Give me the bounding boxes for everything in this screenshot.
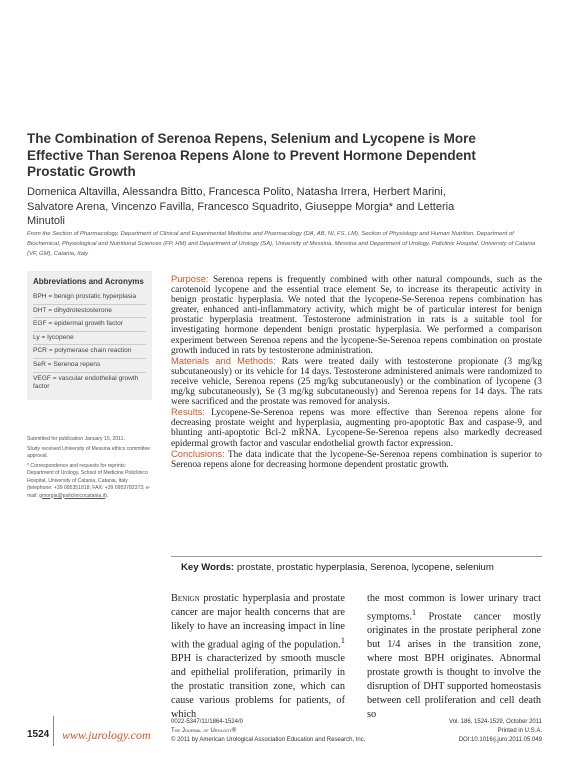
abbreviation-item: DHT = dihydrotestosterone	[33, 305, 146, 319]
body-text: the most common is lower urinary tract symptoms.	[367, 593, 541, 623]
reference-marker[interactable]: 1	[411, 606, 417, 617]
abbreviation-item: Ly = lycopene	[33, 332, 146, 346]
methods-text: Rats were treated daily with testosterone propionate (3 mg/kg subcutaneously) or its vehicle for 14 days. Testosterone administered animals were randomized to receive vehicle, Serenoa repens (25 mg/kg subcutaneously) or the combination of lycopene (3 mg/kg subcutaneously), Se (3 mg/kg subcutaneously) and Serenoa repens for 14 days. The rats were sacrificed and the prostate was removed for analysis.	[171, 356, 543, 408]
article-title: The Combination of Serenoa Repens, Selenium and Lycopene is More Effective Than Serenoa Repens Alone to Prevent Hormone Dependent Prostatic Growth	[27, 131, 476, 179]
conclusions-text: The data indicate that the lycopene-Se-Serenoa repens combination is superior to Serenoa repens alone for decreasing hormone dependent prostatic growth.	[171, 449, 542, 470]
abbreviation-item: PCR = polymerase chain reaction	[33, 345, 146, 359]
reference-marker[interactable]: 1	[340, 634, 345, 645]
keywords-text: prostate, prostatic hyperplasia, Serenoa, lycopene, selenium	[236, 562, 494, 573]
abbreviation-item: SeR = Serenoa repens	[33, 359, 146, 373]
copyright: © 2011 by American Urological Association Education and Research, Inc.	[171, 737, 366, 743]
results-label: Results:	[171, 406, 205, 418]
results-text: Lycopene-Se-Serenoa repens was more effective than Serenoa repens alone for decreasing prostate weight and hyperplasia, augmenting pro-apoptotic Bax and caspase-9, and blunting anti-apoptotic Bcl-2 mRNA. Lycopene-Se-Serenoa repens also markedly decreased epidermal growth factor and vascular endothelial growth factor expression.	[171, 408, 543, 449]
article-notes	[27, 436, 151, 502]
abstract-purpose	[171, 274, 542, 356]
footer-left	[171, 718, 365, 745]
abbreviation-item: VEGF = vascular endothelial growth factor	[33, 374, 139, 391]
doi: DOI:10.1016/j.juro.2011.05.049	[458, 737, 542, 743]
body-column-1	[171, 592, 345, 722]
abstract-conclusions	[171, 449, 542, 470]
abbreviations-box	[27, 271, 152, 400]
purpose-label: Purpose:	[171, 273, 209, 284]
body-text: prostatic hyperplasia and prostate cancer are major health concerns that are likely to have an increasing impact in line with the gradual aging of the population.	[171, 593, 345, 651]
body-text: Prostate cancer mostly originates in the prostate peripheral zone but 1/4 arises in the transition zone, where most BPH originates. Abnormal prostate growth is thought to involve the disruption of DHT supported homeostasis between cell proliferation and cell death so	[367, 611, 541, 720]
abbreviations-heading: Abbreviations and Acronyms	[33, 277, 144, 286]
methods-label: Materials and Methods:	[171, 354, 276, 366]
correspondence-end: ).	[105, 492, 109, 499]
footer-divider	[53, 716, 54, 746]
keywords	[181, 562, 541, 573]
conclusions-label: Conclusions:	[171, 447, 225, 459]
purpose-text: Serenoa repens is frequently combined with other natural compounds, such as the carotenoid lycopene and the essential trace element Se, to increase its therapeutic activity in benign prostatic hyperplasia. We noted that the lycopene-Se-Serenoa repens combination has greater, enhanced anti-inflammatory activity, which might be of particular interest for benign prostatic hyperplasia treatment. Testosterone administration in rats is a suitable tool for investigating hormone dependent benign prostatic hyperplasia. We performed a comparison experiment between Serenoa repens and the lycopene-Se-Serenoa repens combination on prostate growth induced in rats by testosterone administration.	[171, 275, 543, 356]
body-column-2	[367, 592, 541, 722]
abbreviation-item: BPH = benign prostatic hyperplasia	[33, 291, 146, 305]
ethics-note: Study received University of Messina ethics committee approval.	[27, 445, 151, 459]
abstract-results	[171, 407, 542, 448]
journal-name: The Journal of Urology®	[171, 728, 237, 734]
abstract	[171, 274, 542, 470]
keywords-label: Key Words:	[181, 562, 235, 573]
keywords-divider	[171, 556, 542, 557]
submitted-note: Submitted for publication January 15, 2011.	[27, 436, 125, 442]
issn: 0022-5347/11/1864-1524/0	[171, 719, 243, 725]
body-text: BPH is characterized by smooth muscle and epithelial proliferation, primarily in the prostatic transition zone, which can cause various problems for patients, of which	[171, 653, 345, 720]
abstract-methods	[171, 356, 542, 407]
correspondence-text: * Correspondence and requests for reprints: Department of Urology, School of Medicine Policlinico Hospital, University of Catania, Catania, Italy (telephone: +39 095351818; FAX: +39 0953782373; e-mail:	[27, 462, 151, 499]
abbreviation-item: EGF = epidermal growth factor	[33, 318, 146, 332]
lead-word: Benign	[171, 593, 200, 604]
printed-in: Printed in U.S.A.	[497, 728, 542, 734]
affiliation: From the Section of Pharmacology, Department of Clinical and Experimental Medicine and Pharmacology (DA, AB, NI, FS, LM), Section of Physiology and Human Nutrition, Department of Biochemical, Physiological and Nutritional Sciences (FP, HM) and Department of Urology (SA), University of Messina, Messina and Department of Urology, Policlinic Hospital, University of Catania (VF, GM), Catania, Italy	[27, 231, 536, 257]
correspondence-note	[27, 463, 151, 501]
page-number: 1524	[27, 729, 50, 740]
journal-website-link[interactable]: www.jurology.com	[62, 728, 151, 742]
volume-info: Vol. 186, 1524-1529, October 2011	[449, 719, 542, 725]
email-link[interactable]: gmorgia@policlinicocatania.it	[39, 492, 106, 499]
author-list: Domenica Altavilla, Alessandra Bitto, Francesca Polito, Natasha Irrera, Herbert Marini, Salvatore Arena, Vincenzo Favilla, Francesco Squadrito, Giuseppe Morgia* and Letteria Minutoli	[27, 186, 455, 227]
footer-right	[449, 718, 542, 745]
